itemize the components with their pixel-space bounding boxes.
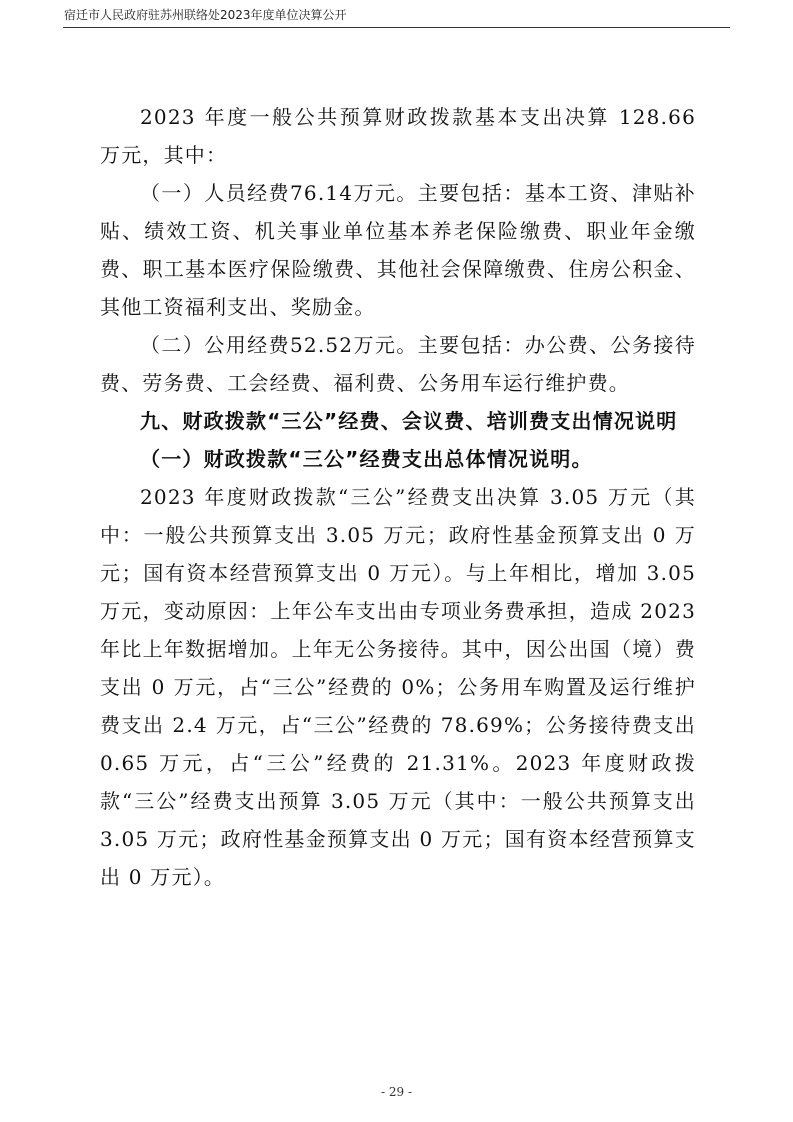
- header-divider: [63, 27, 730, 28]
- document-body: [100, 98, 696, 896]
- paragraph-personnel-costs: （一）人员经费76.14万元。主要包括：基本工资、津贴补贴、绩效工资、机关事业单位基本养老保险缴费、职业年金缴费、职工基本医疗保险缴费、其他社会保障缴费、住房公积金、其他工资福利支出、奖励金。: [100, 181, 696, 319]
- section-heading-three-public: 九、财政拨款“三公”经费、会议费、培训费支出情况说明: [140, 409, 678, 433]
- running-header: 宿迁市人民政府驻苏州联络处2023年度单位决算公开: [64, 8, 347, 22]
- paragraph-basic-expenditure: 2023 年度一般公共预算财政拨款基本支出决算 128.66 万元，其中：: [100, 105, 696, 167]
- paragraph-public-costs: （二）公用经费52.52万元。主要包括：办公费、公务接待费、劳务费、工会经费、福利费、公务用车运行维护费。: [100, 333, 696, 395]
- paragraph-three-public-details: 2023 年度财政拨款“三公”经费支出决算 3.05 万元（其中：一般公共预算支出 3.05 万元；政府性基金预算支出 0 万元；国有资本经营预算支出 0 万元）。与上年相比，增加 3.05 万元，变动原因：上年公车支出由专项业务费承担，造成 2023 年比上年数据增加。上年无公务接待。其中，因公出国（境）费支出 0 万元，占“三公”经费的 0%；公务用车购置及运行维护费支出 2.4 万元，占“三公”经费的 78.69%；公务接待费支出 0.65 万元，占“三公”经费的 21.31%。2023 年度财政拨款“三公”经费支出预算 3.05 万元（其中：一般公共预算支出 3.05 万元；政府性基金预算支出 0 万元；国有资本经营预算支出 0 万元）。: [100, 485, 696, 889]
- page-number: - 29 -: [380, 1085, 412, 1099]
- subsection-heading-overview: （一）财政拨款“三公”经费支出总体情况说明。: [140, 447, 593, 471]
